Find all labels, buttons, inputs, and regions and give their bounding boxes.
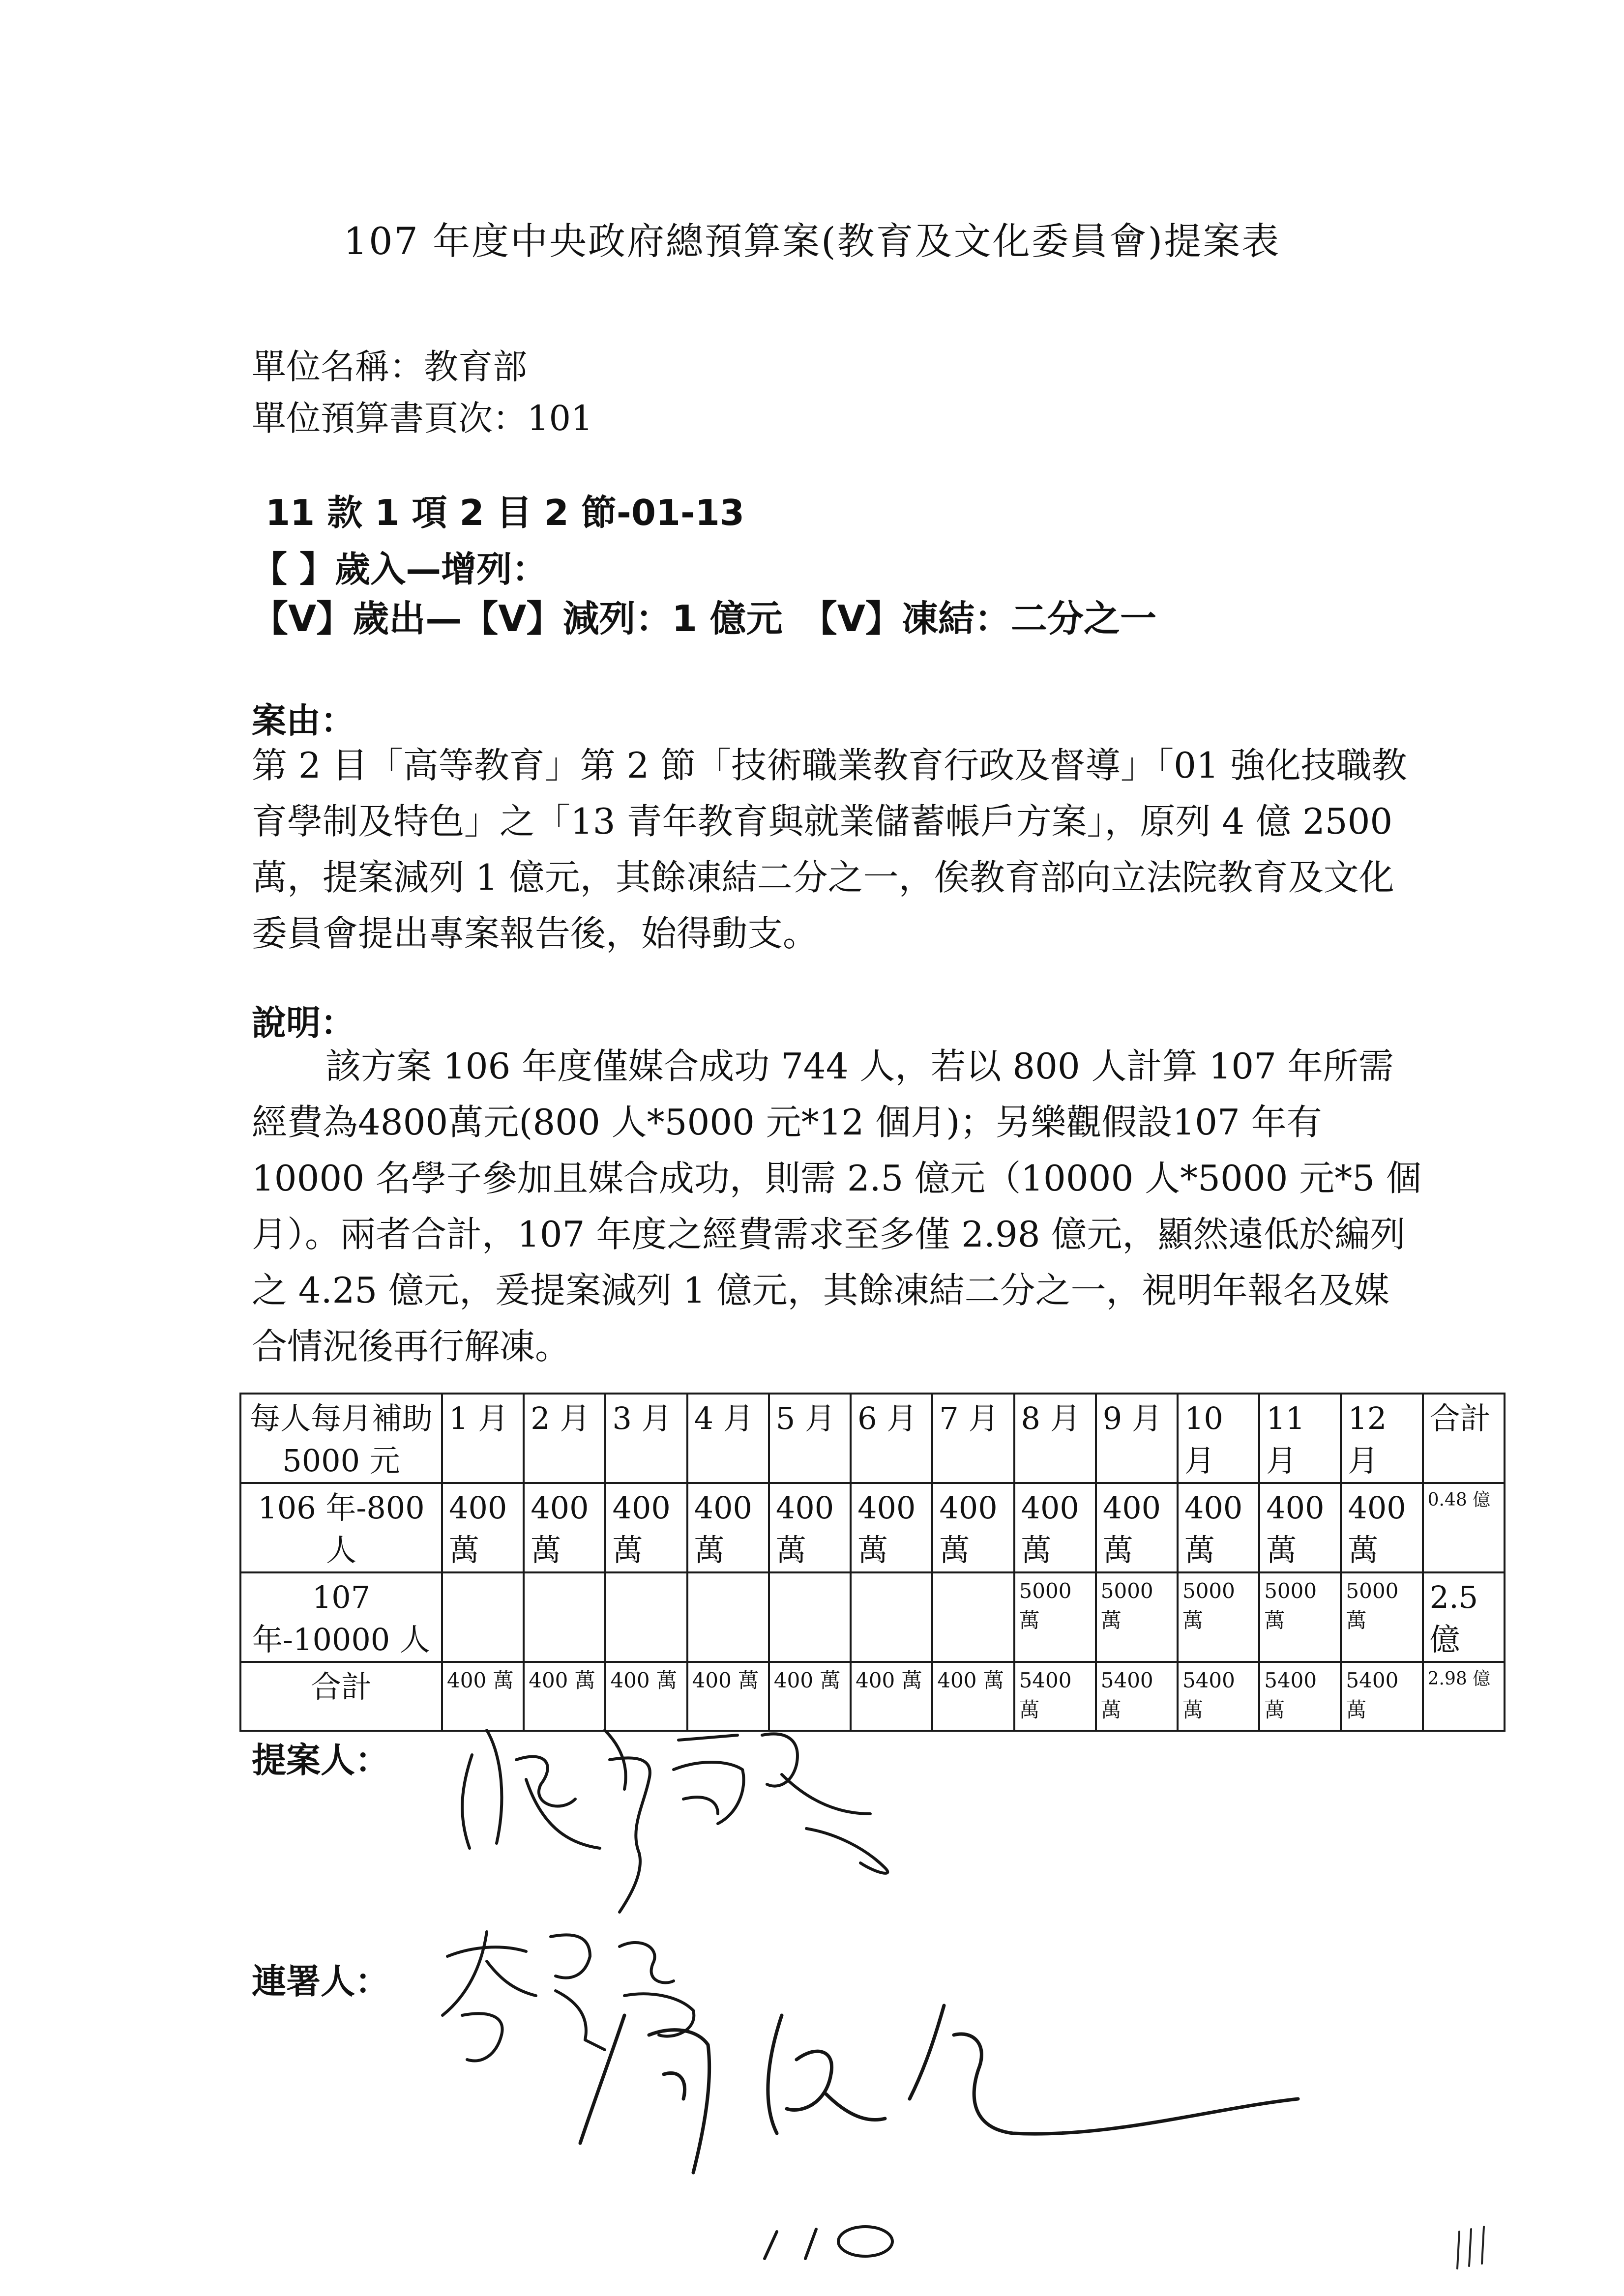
table-row [240,1572,1505,1662]
table-cell: 400 萬 [524,1662,605,1731]
table-cell: 400 萬 [605,1662,687,1731]
row-total: 0.48 億 [1423,1483,1505,1572]
page-title: 107 年度中央政府總預算案(教育及文化委員會)提案表 [343,219,1281,263]
table-cell [769,1572,851,1662]
row-label: 106 年-800 人 [240,1483,442,1572]
month-header: 7 月 [932,1394,1014,1483]
month-header: 6 月 [851,1394,932,1483]
month-header: 1 月 [442,1394,524,1483]
table-cell: 400 萬 [932,1483,1014,1572]
cosigner-signature-2 [570,1986,1313,2261]
table-cell: 400 萬 [1096,1483,1178,1572]
table-cell [524,1572,605,1662]
handwritten-note: 110 [915,2253,916,2254]
table-cell: 400 萬 [851,1483,932,1572]
table-cell: 400 萬 [769,1662,851,1731]
revenue-line: 【 】歲入—增列： [252,549,548,590]
table-cell: 400 萬 [687,1662,769,1731]
month-header: 3 月 [605,1394,687,1483]
table-cell: 400 萬 [1341,1483,1422,1572]
table-cell: 400 萬 [932,1662,1014,1731]
page-mark [1450,2222,1495,2276]
table-row [240,1483,1505,1572]
month-header: 8 月 [1014,1394,1096,1483]
budget-table [239,1393,1506,1732]
proposer-signature [443,1701,959,1927]
table-cell: 5000 萬 [1096,1572,1178,1662]
table-cell [687,1572,769,1662]
table-corner-cell: 每人每月補助5000 元 [240,1394,442,1483]
month-header: 11 月 [1259,1394,1341,1483]
explanation-heading: 說明： [252,1003,355,1043]
table-cell: 400 萬 [524,1483,605,1572]
unit-name: 單位名稱：教育部 [252,347,527,387]
budget-page-number: 單位預算書頁次：101 [252,398,593,438]
table-cell [851,1572,932,1662]
table-cell: 5400 萬 [1341,1662,1422,1731]
row-total: 2.98 億 [1423,1662,1505,1731]
row-label: 合計 [240,1662,442,1731]
table-cell: 5400 萬 [1259,1662,1341,1731]
table-cell [442,1572,524,1662]
table-cell: 400 萬 [769,1483,851,1572]
table-cell: 400 萬 [605,1483,687,1572]
expenditure-line: 【V】歲出—【V】減列：1 億元 【V】凍結：二分之一 [252,598,1157,640]
reason-heading: 案由： [252,700,355,741]
table-cell: 5000 萬 [1178,1572,1259,1662]
total-header: 合計 [1423,1394,1505,1483]
month-header: 5 月 [769,1394,851,1483]
month-header: 12 月 [1341,1394,1422,1483]
table-cell [932,1572,1014,1662]
table-cell: 5400 萬 [1178,1662,1259,1731]
table-cell: 5000 萬 [1259,1572,1341,1662]
table-cell [605,1572,687,1662]
explanation-text: 該方案 106 年度僅媒合成功 744 人，若以 800 人計算 107 年所需經費為4800萬元(800 人*5000 元*12 個月)；另樂觀假設107 年有 10000 名學子參加且媒合成功，則需 2.5 億元（10000 人*5000 元*5 個月）。兩者合計，107 年度之經費需求至多僅 2.98 億元，顯然遠低於編列之 4.25 億元，爰提案減列 1 億元，其餘凍結二分之一，視明年報名及媒合情況後再行解凍。 [252,1046,1421,1367]
table-cell: 400 萬 [1259,1483,1341,1572]
table-header-row [240,1394,1505,1483]
month-header: 10 月 [1178,1394,1259,1483]
table-cell: 5000 萬 [1014,1572,1096,1662]
table-cell: 400 萬 [442,1662,524,1731]
month-header: 2 月 [524,1394,605,1483]
proposer-label: 提案人： [252,1740,389,1780]
cosigner-label: 連署人： [252,1961,389,2002]
table-cell: 400 萬 [1178,1483,1259,1572]
table-cell: 400 萬 [1014,1483,1096,1572]
item-code: 11 款 1 項 2 目 2 節-01-13 [266,492,745,533]
table-cell: 400 萬 [687,1483,769,1572]
reason-text: 第 2 目「高等教育」第 2 節「技術職業教育行政及督導」「01 強化技職教育學制及特色」之「13 青年教育與就業儲蓄帳戶方案」，原列 4 億 2500 萬，提案減列 1 億元，其餘凍結二分之一，俟教育部向立法院教育及文化委員會提出專案報告後，始得動支。 [252,745,1407,954]
table-cell: 5400 萬 [1096,1662,1178,1731]
table-cell: 5000 萬 [1341,1572,1422,1662]
table-cell: 400 萬 [851,1662,932,1731]
month-header: 4 月 [687,1394,769,1483]
row-label: 107 年-10000 人 [240,1572,442,1662]
row-total: 2.5 億 [1423,1572,1505,1662]
month-header: 9 月 [1096,1394,1178,1483]
table-cell: 400 萬 [442,1483,524,1572]
table-cell: 5400 萬 [1014,1662,1096,1731]
